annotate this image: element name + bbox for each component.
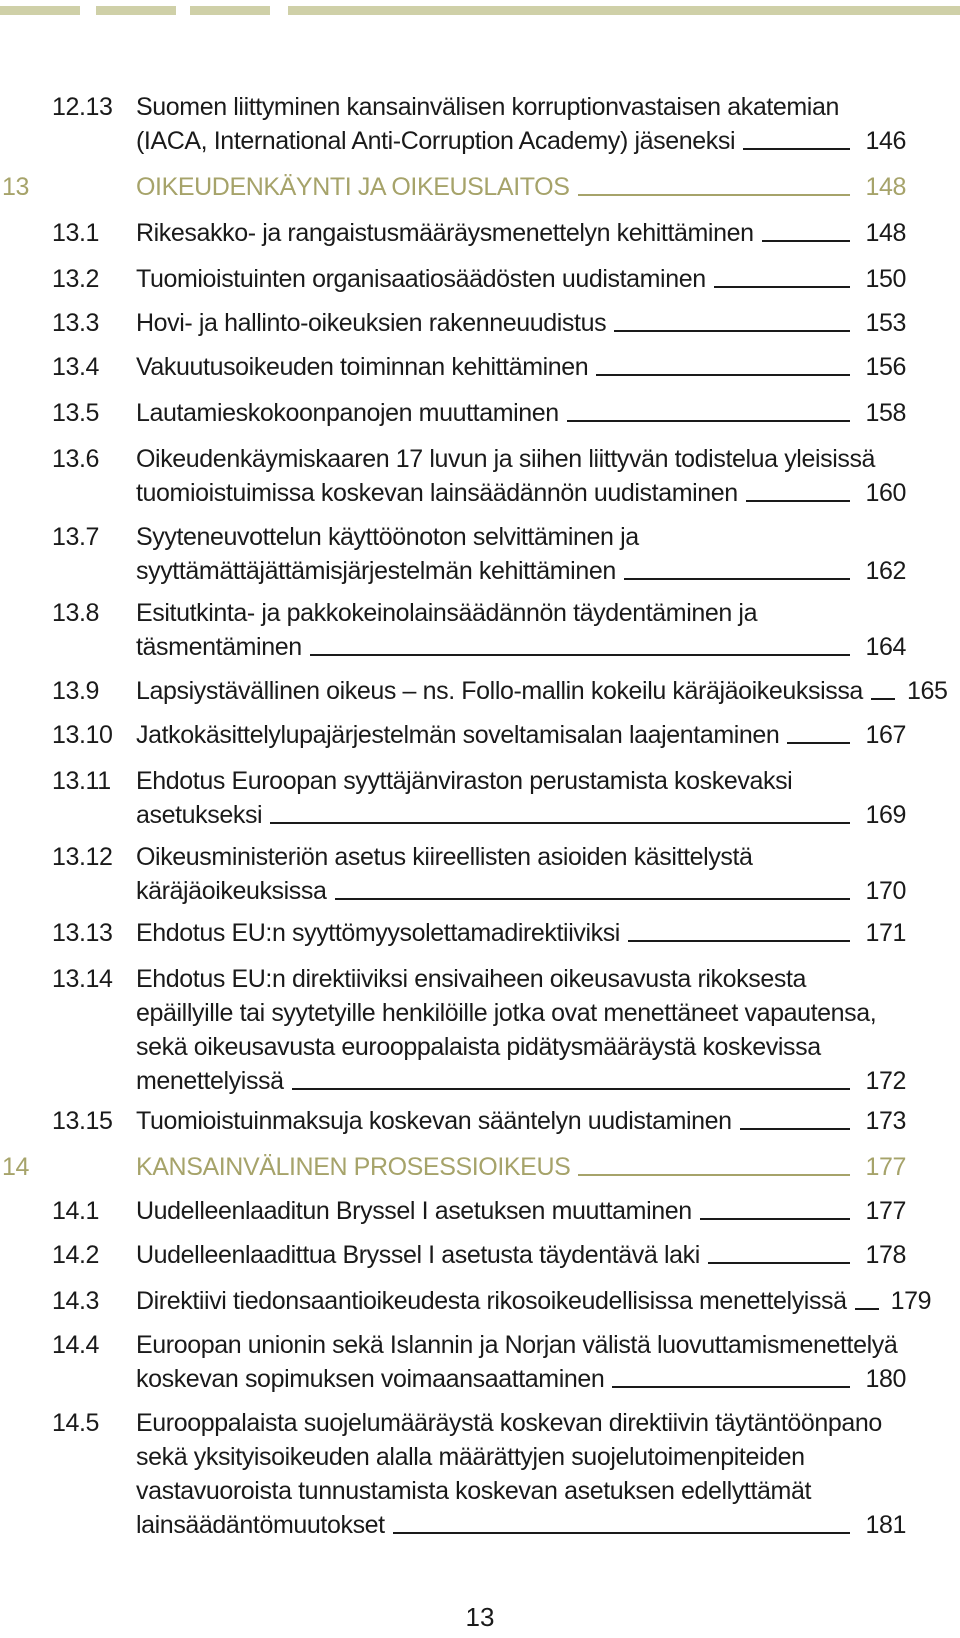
toc-entry-title-line: Esitutkinta- ja pakkokeinolainsäädännön täydentäminen ja	[136, 599, 758, 627]
toc-entry-title-line: Lapsiystävällinen oikeus – ns. Follo-mallin kokeilu käräjäoikeuksissa	[136, 677, 863, 705]
toc-leader-line	[596, 374, 850, 376]
toc-leader-line	[855, 1308, 879, 1310]
toc-entry-title	[136, 718, 906, 752]
toc-entry-number: 13.4	[52, 353, 100, 381]
toc-leader-line	[762, 240, 850, 242]
toc-leader-line	[743, 148, 850, 150]
toc-entry-number: 13.2	[52, 265, 100, 293]
header-decor-bar-3	[190, 6, 270, 15]
toc-entry-page: 181	[865, 1511, 906, 1539]
toc-entry-page: 153	[865, 309, 906, 337]
toc-entry-number: 13.9	[52, 677, 100, 705]
toc-entry-number: 14.5	[52, 1409, 100, 1437]
toc-entry-number: 13.3	[52, 309, 100, 337]
toc-entry-title-line: Uudelleenlaadittua Bryssel I asetusta täydentävä laki	[136, 1241, 700, 1269]
toc-entry-title	[136, 520, 906, 588]
toc-entry-title	[136, 396, 906, 430]
toc-entry-page: 172	[865, 1067, 906, 1095]
toc-entry-title-line: asetukseksi	[136, 801, 263, 829]
header-decor-bar-2	[96, 6, 176, 15]
toc-entry-title-line: Uudelleenlaaditun Bryssel I asetuksen muuttaminen	[136, 1197, 692, 1225]
toc-entry-page: 170	[865, 877, 906, 905]
toc-entry-number: 13.12	[52, 843, 113, 871]
toc-entry-title-line: OIKEUDENKÄYNTI JA OIKEUSLAITOS	[136, 173, 570, 201]
toc-entry-title-line: Jatkokäsittelylupajärjestelmän soveltamisalan laajentaminen	[136, 721, 780, 749]
toc-entry-page: 158	[865, 399, 906, 427]
toc-leader-line	[335, 898, 850, 900]
toc-leader-line	[292, 1088, 850, 1090]
toc-entry-title	[136, 596, 906, 664]
toc-entry-page: 178	[865, 1241, 906, 1269]
toc-entry-number: 12.13	[52, 93, 113, 121]
toc-entry-number: 13.7	[52, 523, 100, 551]
toc-entry-title-line: Euroopan unionin sekä Islannin ja Norjan välistä luovuttamismenettelyä	[136, 1331, 898, 1359]
toc-entry-title	[136, 216, 906, 250]
toc-entry-title	[136, 1406, 906, 1542]
toc-entry-title-line: Suomen liittyminen kansainvälisen korruptionvastaisen akatemian	[136, 93, 839, 121]
toc-leader-line	[578, 1174, 850, 1176]
toc-entry-title-line: koskevan sopimuksen voimaansaattaminen	[136, 1365, 605, 1393]
toc-entry-title-line: epäillyille tai syytetyille henkilöille jotka ovat menettäneet vapautensa,	[136, 999, 877, 1027]
toc-entry-page: 146	[865, 127, 906, 155]
toc-leader-line	[393, 1532, 850, 1534]
toc-entry-number: 13.11	[52, 767, 111, 795]
toc-leader-line	[614, 330, 850, 332]
toc-entry-title	[136, 1328, 906, 1396]
toc-entry-title-line: tuomioistuimissa koskevan lainsäädännön uudistaminen	[136, 479, 738, 507]
page-number: 13	[465, 1602, 495, 1632]
toc-entry-title-line: Syyteneuvottelun käyttöönoton selvittäminen ja	[136, 523, 639, 551]
toc-leader-line	[746, 500, 850, 502]
toc-entry-page: 150	[865, 265, 906, 293]
toc-entry-title	[136, 674, 948, 708]
toc-entry-number: 13.5	[52, 399, 100, 427]
toc-entry-number: 13.10	[52, 721, 113, 749]
toc-leader-line	[740, 1128, 850, 1130]
toc-entry-title-line: (IACA, International Anti-Corruption Academy) jäseneksi	[136, 127, 736, 155]
toc-entry-title-line: Hovi- ja hallinto-oikeuksien rakenneuudistus	[136, 309, 607, 337]
toc-entry-title-line: Vakuutusoikeuden toiminnan kehittäminen	[136, 353, 589, 381]
toc-entry-number: 14	[2, 1153, 30, 1181]
toc-entry-number: 13.8	[52, 599, 100, 627]
toc-entry-title-line: sekä oikeusavusta eurooppalaista pidätysmääräystä koskevissa	[136, 1033, 821, 1061]
toc-leader-line	[700, 1218, 850, 1220]
toc-entry-number: 14.2	[52, 1241, 100, 1269]
toc-entry-title-line: Eurooppalaista suojelumääräystä koskevan direktiivin täytäntöönpano	[136, 1409, 882, 1437]
header-decor-bar-4	[288, 6, 960, 15]
toc-leader-line	[708, 1262, 850, 1264]
toc-entry-title-line: Lautamieskokoonpanojen muuttaminen	[136, 399, 559, 427]
toc-entry-title-line: Ehdotus Euroopan syyttäjänviraston perustamista koskevaksi	[136, 767, 793, 795]
toc-entry-page: 171	[865, 919, 906, 947]
toc-entry-title-line: Ehdotus EU:n syyttömyysolettamadirektiiviksi	[136, 919, 620, 947]
toc-leader-line	[310, 654, 850, 656]
toc-entry-number: 13.14	[52, 965, 113, 993]
toc-leader-line	[714, 286, 850, 288]
toc-entry-page: 169	[865, 801, 906, 829]
toc-leader-line	[578, 194, 851, 196]
toc-entry-title-line: menettelyissä	[136, 1067, 284, 1095]
toc-entry-page: 173	[865, 1107, 906, 1135]
toc-entry-title	[136, 1150, 906, 1184]
toc-leader-line	[787, 742, 850, 744]
toc-entry-title-line: täsmentäminen	[136, 633, 302, 661]
toc-leader-line	[624, 578, 850, 580]
toc-entry-page: 177	[865, 1153, 906, 1181]
toc-entry-title	[136, 306, 906, 340]
toc-entry-title	[136, 90, 906, 158]
toc-entry-page: 156	[865, 353, 906, 381]
toc-entry-title-line: Direktiivi tiedonsaantioikeudesta rikosoikeudellisissa menettelyissä	[136, 1287, 847, 1315]
toc-entry-number: 13.13	[52, 919, 113, 947]
toc-entry-title-line: vastavuoroista tunnustamista koskevan asetuksen edellyttämät	[136, 1477, 811, 1505]
toc-entry-title-line: Rikesakko- ja rangaistusmääräysmenettelyn kehittäminen	[136, 219, 754, 247]
toc-leader-line	[270, 822, 850, 824]
toc-entry-page: 164	[865, 633, 906, 661]
toc-entry-title	[136, 962, 906, 1098]
toc-leader-line	[628, 940, 850, 942]
toc-entry-number: 13.6	[52, 445, 100, 473]
toc-entry-page: 148	[865, 173, 906, 201]
toc-entry-number: 14.1	[52, 1197, 100, 1225]
toc-entry-number: 14.3	[52, 1287, 100, 1315]
toc-entry-number: 13	[2, 173, 30, 201]
toc-entry-title-line: Oikeudenkäymiskaaren 17 luvun ja siihen liittyvän todistelua yleisissä	[136, 445, 876, 473]
toc-entry-title-line: Ehdotus EU:n direktiiviksi ensivaiheen oikeusavusta rikoksesta	[136, 965, 806, 993]
toc-entry-title-line: sekä yksityisoikeuden alalla määrättyjen suojelutoimenpiteiden	[136, 1443, 805, 1471]
toc-entry-title-line: Oikeusministeriön asetus kiireellisten asioiden käsittelystä	[136, 843, 753, 871]
toc-entry-title	[136, 840, 906, 908]
toc-entry-page: 180	[865, 1365, 906, 1393]
toc-entry-number: 13.1	[52, 219, 100, 247]
toc-entry-number: 14.4	[52, 1331, 100, 1359]
toc-entry-page: 179	[890, 1287, 932, 1315]
toc-entry-title	[136, 350, 906, 384]
toc-entry-title-line: käräjäoikeuksissa	[136, 877, 327, 905]
toc-entry-page: 177	[865, 1197, 906, 1225]
toc-entry-title	[136, 764, 906, 832]
header-decor-bar-1	[0, 6, 80, 15]
toc-entry-title	[136, 1284, 932, 1318]
toc-leader-line	[567, 420, 850, 422]
toc-entry-page: 167	[865, 721, 906, 749]
toc-entry-page: 165	[906, 677, 948, 705]
toc-entry-title-line: lainsäädäntömuutokset	[136, 1511, 385, 1539]
toc-entry-title	[136, 262, 906, 296]
toc-entry-title	[136, 916, 906, 950]
toc-entry-title	[136, 442, 906, 510]
toc-leader-line	[871, 698, 895, 700]
toc-leader-line	[612, 1386, 850, 1388]
toc-entry-title	[136, 1194, 906, 1228]
toc-entry-number: 13.15	[52, 1107, 113, 1135]
toc-entry-title-line: Tuomioistuinten organisaatiosäädösten uudistaminen	[136, 265, 706, 293]
toc-entry-title-line: Tuomioistuinmaksuja koskevan sääntelyn uudistaminen	[136, 1107, 732, 1135]
toc-entry-title-line: syyttämättäjättämisjärjestelmän kehittäminen	[136, 557, 616, 585]
toc-entry-title-line: KANSAINVÄLINEN PROSESSIOIKEUS	[136, 1153, 571, 1181]
toc-entry-page: 148	[865, 219, 906, 247]
toc-entry-title	[136, 170, 906, 204]
toc-entry-page: 160	[865, 479, 906, 507]
toc-entry-page: 162	[865, 557, 906, 585]
toc-entry-title	[136, 1104, 906, 1138]
toc-entry-title	[136, 1238, 906, 1272]
